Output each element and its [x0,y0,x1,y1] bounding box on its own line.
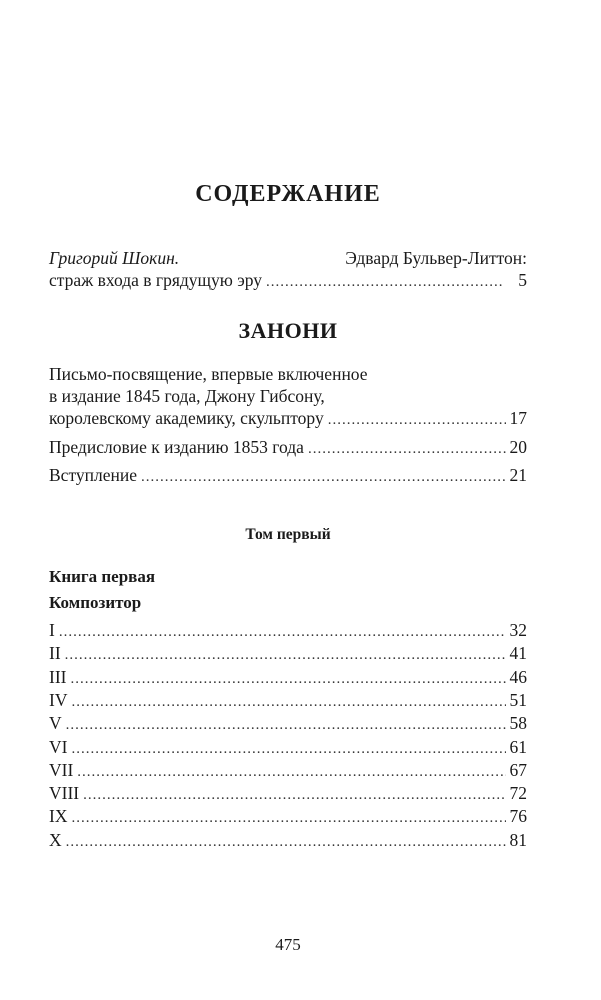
volume-title: Том первый [245,526,331,543]
dot-leader [70,668,505,690]
chapter-label: VI [49,736,68,757]
dot-leader [77,761,505,783]
chapter-row [49,712,527,736]
chapter-page: 32 [509,620,527,640]
dot-leader [65,644,506,666]
toc-entry-title: Предисловие к изданию 1853 года [49,437,304,457]
toc-entry-line: в издание 1845 года, Джону Гибсону, [49,386,325,406]
book-title: Книга первая [49,567,156,586]
chapter-page: 58 [509,713,527,734]
chapter-label: VII [49,759,74,780]
toc-entry-line-last [49,436,527,460]
dot-leader [141,466,506,488]
dot-leader [66,831,506,853]
chapter-row [49,689,527,713]
chapter-row [49,619,527,643]
dot-leader [328,409,506,431]
toc-entry-title: Вступление [49,465,137,485]
chapter-label: II [49,643,61,664]
chapter-label: III [49,666,67,687]
chapter-row [49,782,527,806]
page-title: СОДЕРЖАНИЕ [195,181,381,207]
toc-entry-intro-line2 [49,269,527,293]
dot-leader [71,738,505,760]
toc-entry-title: королевскому академику, скульптору [49,408,324,428]
chapter-page: 41 [509,643,527,664]
chapter-label: I [49,620,55,640]
chapter-row [49,805,527,829]
chapter-page: 81 [509,829,527,850]
toc-entry-intro-title-part1: Эдвард Бульвер-Литтон: [345,248,527,268]
dot-leader [71,807,505,829]
dot-leader [83,784,505,806]
toc-entry-page: 5 [518,270,527,290]
chapter-page: 76 [509,806,527,827]
toc-entry-introduction [49,464,527,488]
chapter-row [49,829,527,853]
chapter-page: 51 [509,689,527,710]
toc-entry-line: Письмо-посвящение, впервые включенное [49,364,368,384]
dot-leader [59,621,506,643]
toc-entry-author: Григорий Шокин. [49,248,180,268]
dot-leader [71,691,505,713]
dot-leader [308,438,506,460]
toc-entry-intro [49,247,527,293]
toc-page [49,0,527,1000]
chapter-page: 72 [509,783,527,804]
toc-entry-page: 17 [509,408,527,428]
chapter-label: X [49,829,62,850]
page-number: 475 [275,935,301,954]
toc-entry-intro-title-part2: страж входа в грядущую эру [49,270,262,290]
toc-entry-intro-line1 [49,247,527,269]
chapter-page: 67 [509,759,527,780]
chapter-label: VIII [49,783,80,804]
toc-entry-page: 21 [509,465,527,485]
chapter-label: IV [49,689,68,710]
book-subtitle: Композитор [49,593,142,612]
dot-leader [66,714,506,736]
toc-entry-page: 20 [509,437,527,457]
chapter-label: IX [49,806,68,827]
toc-entry-dedication [49,363,527,431]
toc-entry-line-last [49,464,527,488]
chapter-page: 61 [509,736,527,757]
chapter-row [49,666,527,690]
chapter-row [49,642,527,666]
chapter-row [49,736,527,760]
section-title: ЗАНОНИ [238,318,338,343]
chapter-label: V [49,713,62,734]
toc-entry-line-last [49,407,527,431]
chapter-page: 46 [509,666,527,687]
dot-leader [266,271,504,293]
toc-entry-preface [49,436,527,460]
chapter-row [49,759,527,783]
